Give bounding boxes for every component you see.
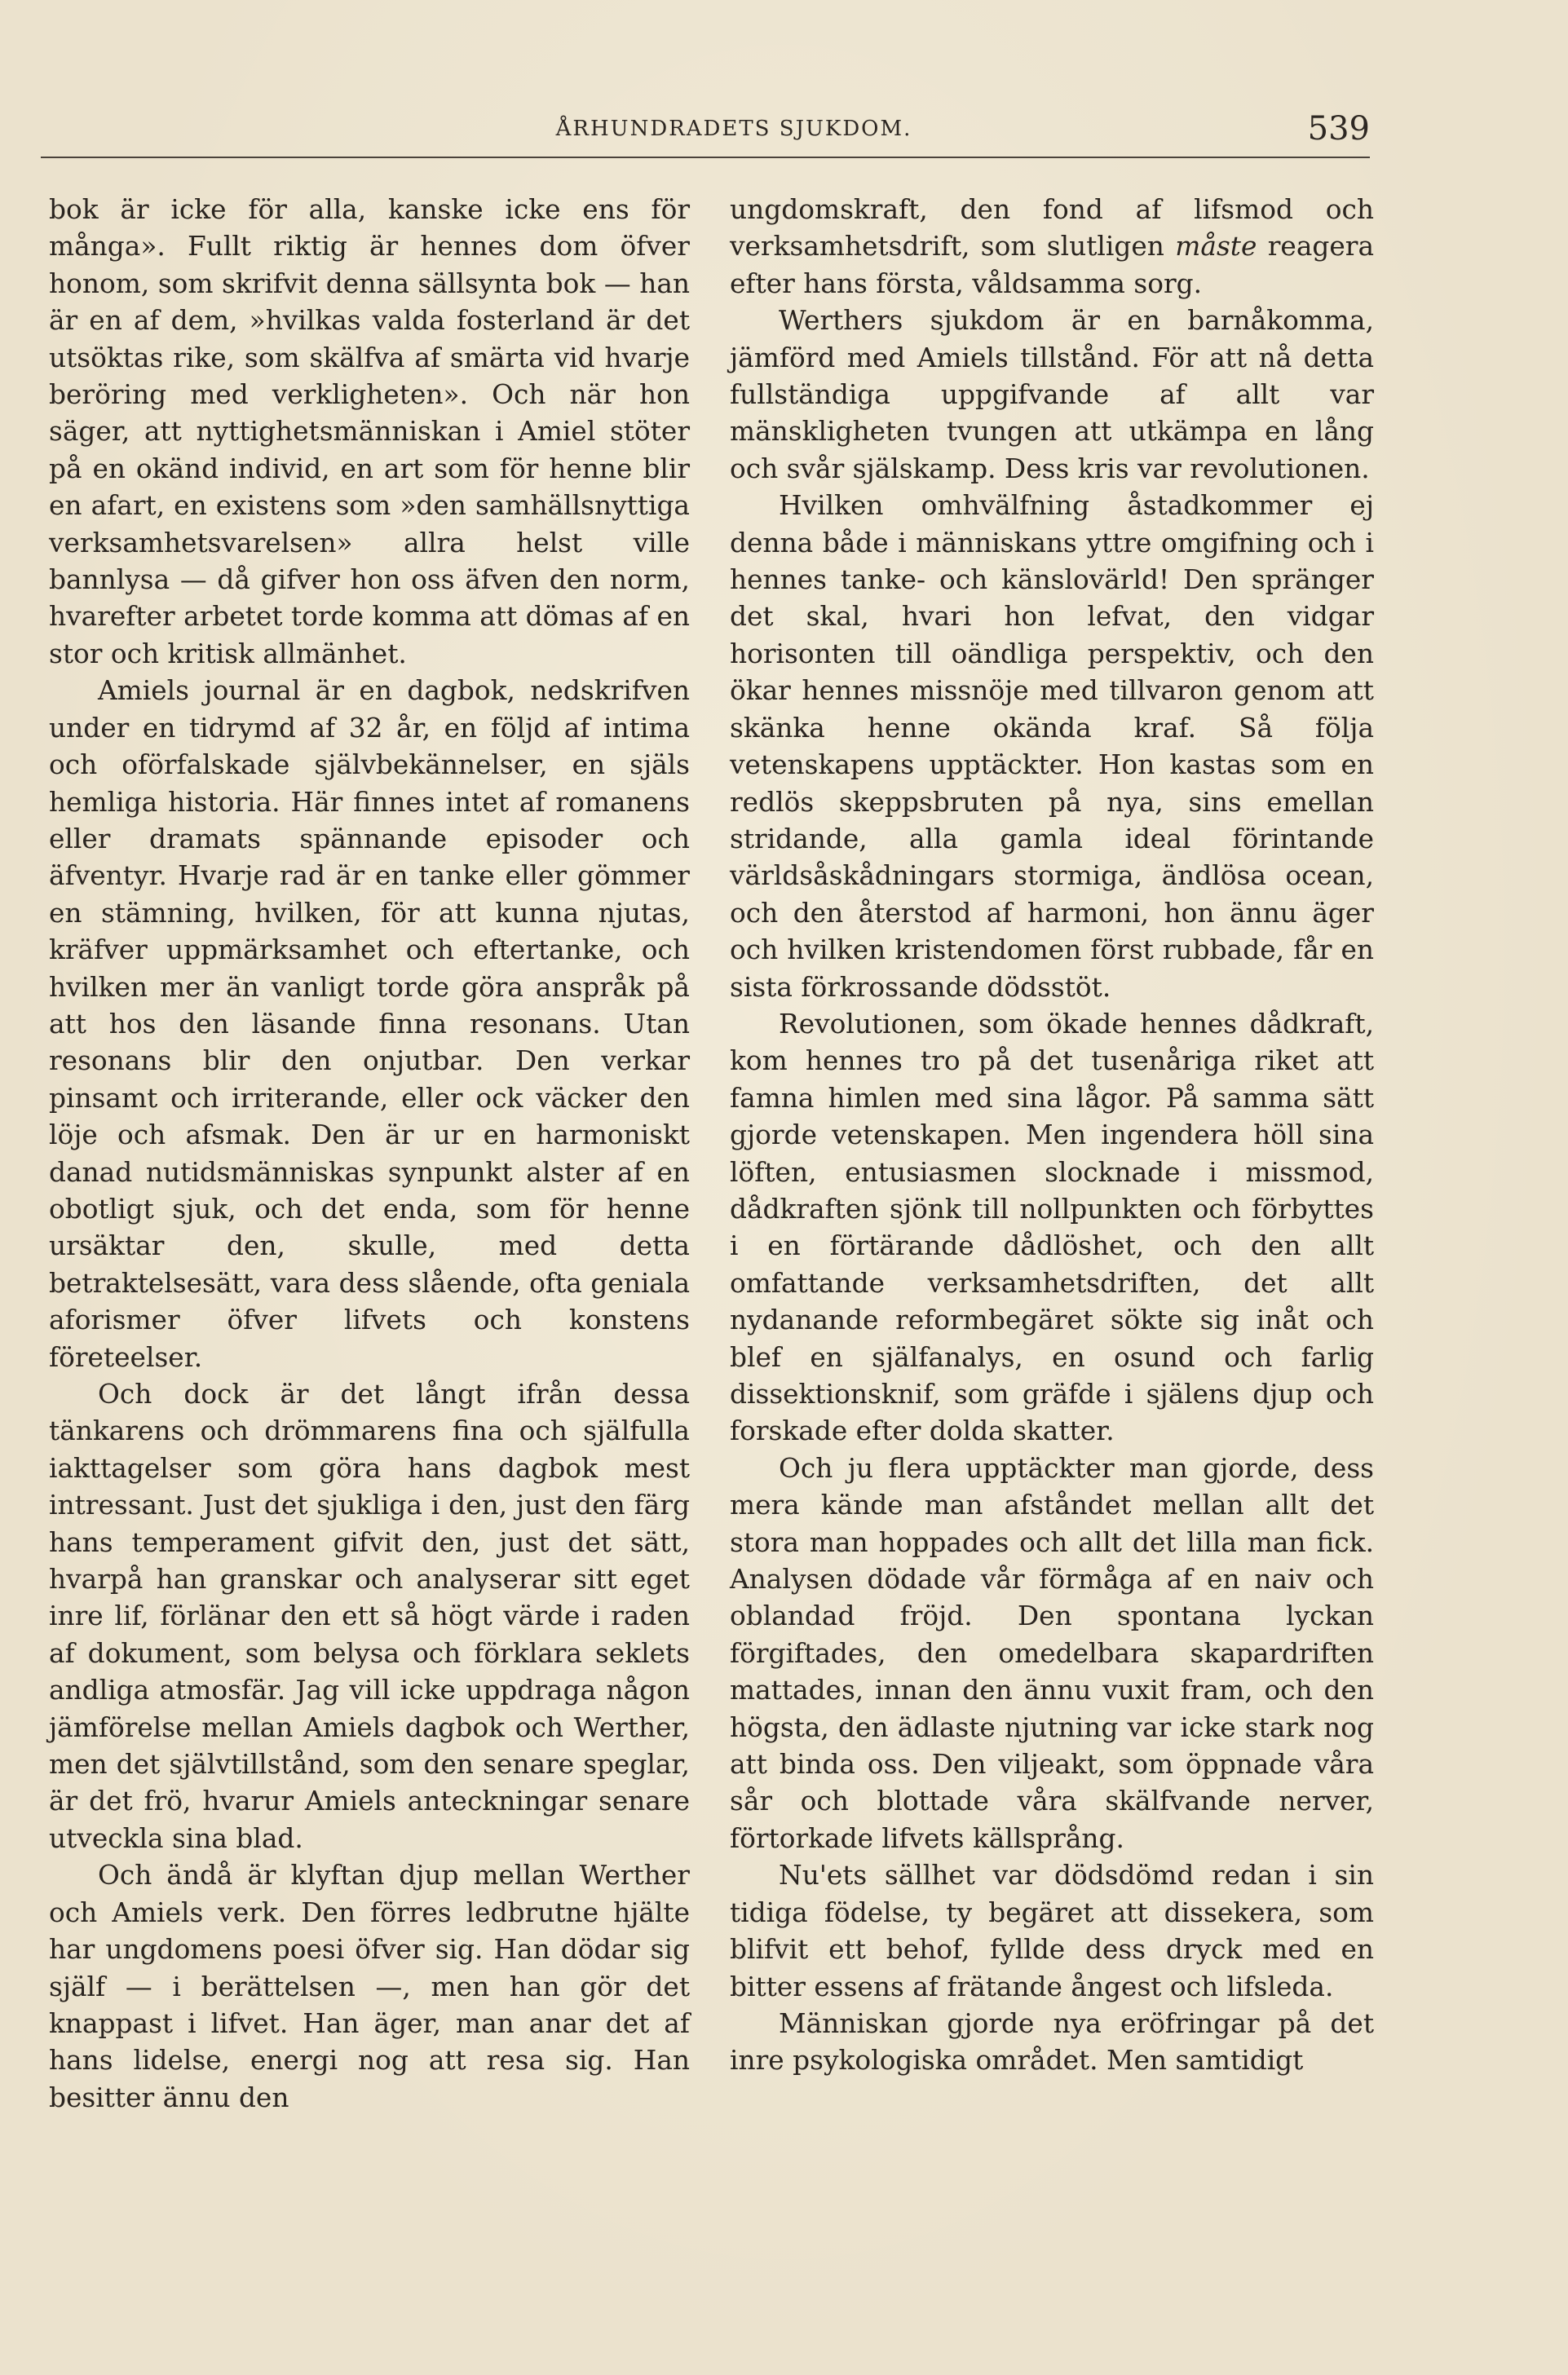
paragraph-text: reagera efter hans första, våldsamma sorg.: [730, 231, 1375, 299]
emphasized-word: måste: [1175, 231, 1257, 263]
paragraph: Hvilken omhvälfning åstadkommer ej denna både i människans yttre omgifning och i hennes tanke- och känslovärld! Den spränger det skal, hvari hon lefvat, den vidgar horisonten till oändliga perspektiv, och den ökar hennes missnöje med tillvaron genom att skänka henne okända kraf. Så följa vetenskapens upptäckter. Hon kastas som en redlös skeppsbruten på nya, sins emellan stridande, alla gamla ideal förintande världsåskådningars stormiga, ändlösa ocean, och den återstod af harmoni, hon ännu äger och hvilken kristendomen först rubbade, får en sista förkrossande dödsstöt.: [730, 490, 1374, 1003]
page-number: 539: [1307, 110, 1370, 148]
paragraph: Och ändå är klyftan djup mellan Werther och Amiels verk. Den förres ledbrutne hjälte har ungdomens poesi öfver sig. Han dödar sig själf — i berättelsen —, men han gör det knappast i lifvet. Han äger, man anar det af hans lidelse, energi nog att resa sig. Han besitter ännu den: [49, 1860, 690, 2113]
running-title: ÅRHUNDRADETS SJUKDOM.: [555, 117, 912, 141]
paragraph: Människan gjorde nya eröfringar på det inre psykologiska området. Men samtidigt: [730, 2007, 1374, 2077]
paragraph: Nu'ets sällhet var dödsdömd redan i sin tidiga födelse, ty begäret att dissekera, som blifvit ett behof, fyllde dess dryck med en bitter essens af frätande ångest och lifsleda.: [730, 1860, 1374, 2002]
paragraph: Revolutionen, som ökade hennes dådkraft, kom hennes tro på det tusenåriga riket att famna himlen med sina lågor. På samma sätt gjorde vetenskapen. Men ingendera höll sina löften, entusiasmen slocknade i missmod, dådkraften sjönk till nollpunkten och förbyttes i en förtärande dådlöshet, och den allt omfattande verksamhetsdriften, det allt nydanande reformbegäret sökte sig inåt och blef en själfanalys, en osund och farlig dissektionsknif, som gräfde i själens djup och forskade efter dolda skatter.: [730, 1008, 1374, 1447]
right-column: [730, 192, 1374, 2080]
paragraph: Werthers sjukdom är en barnåkomma, jämförd med Amiels tillstånd. För att nå detta fullständiga uppgifvande af allt var mänskligheten tvungen att utkämpa en lång och svår själskamp. Dess kris var revolutionen.: [730, 305, 1374, 484]
left-column: [49, 192, 690, 2117]
page-header: [49, 110, 1370, 159]
header-rule: [41, 157, 1370, 158]
paragraph: [730, 192, 1374, 302]
paragraph: Och dock är det långt ifrån dessa tänkarens och drömmarens fina och själfulla iakttagelser som göra hans dagbok mest intressant. Just det sjukliga i den, just den färg hans temperament gifvit den, just det sätt, hvarpå han granskar och analyserar sitt eget inre lif, förlänar den ett så högt värde i raden af dokument, som belysa och förklara seklets andliga atmosfär. Jag vill icke uppdraga någon jämförelse mellan Amiels dagbok och Werther, men det självtillstånd, som den senare speglar, är det frö, hvarur Amiels anteckningar senare utveckla sina blad.: [49, 1379, 690, 1854]
paragraph-text: ungdomskraft, den fond af lifsmod och verksamhetsdrift, som slutligen: [730, 194, 1374, 263]
paragraph: Amiels journal är en dagbok, nedskrifven under en tidrymd af 32 år, en följd af intima och oförfalskade självbekännelser, en själs hemliga historia. Här finnes intet af romanens eller dramats spännande episoder och äfventyr. Hvarje rad är en tanke eller gömmer en stämning, hvilken, för att kunna njutas, kräfver uppmärksamhet och eftertanke, och hvilken mer än vanligt torde göra anspråk på att hos den läsande finna resonans. Utan resonans blir den onjutbar. Den verkar pinsamt och irriterande, eller ock väcker den löje och afsmak. Den är ur en harmoniskt danad nutidsmänniskas synpunkt alster af en obotligt sjuk, och det enda, som för henne ursäktar den, skulle, med detta betraktelsesätt, vara dess slående, ofta geniala aforismer öfver lifvets och konstens företeelser.: [49, 675, 690, 1373]
paragraph: bok är icke för alla, kanske icke ens för många». Fullt riktig är hennes dom öfver honom, som skrifvit denna sällsynta bok — han är en af dem, »hvilkas valda fosterland är det utsöktas rike, som skälfva af smärta vid hvarje beröring med verkligheten». Och när hon säger, att nyttighetsmänniskan i Amiel stöter på en okänd individ, en art som för henne blir en afart, en existens som »den samhällsnyttiga verksamhetsvarelsen» allra helst ville bannlysa — då gifver hon oss äfven den norm, hvarefter arbetet torde komma att dömas af en stor och kritisk allmänhet.: [49, 194, 690, 669]
paragraph: Och ju flera upptäckter man gjorde, dess mera kände man afståndet mellan allt det stora man hoppades och allt det lilla man fick. Analysen dödade vår förmåga af en naiv och oblandad fröjd. Den spontana lyckan förgiftades, den omedelbara skapardriften mattades, innan den ännu vuxit fram, och den högsta, den ädlaste njutning var icke stark nog att binda oss. Den viljeakt, som öppnade våra sår och blottade våra skälfvande nerver, förtorkade lifvets källsprång.: [730, 1452, 1374, 1854]
